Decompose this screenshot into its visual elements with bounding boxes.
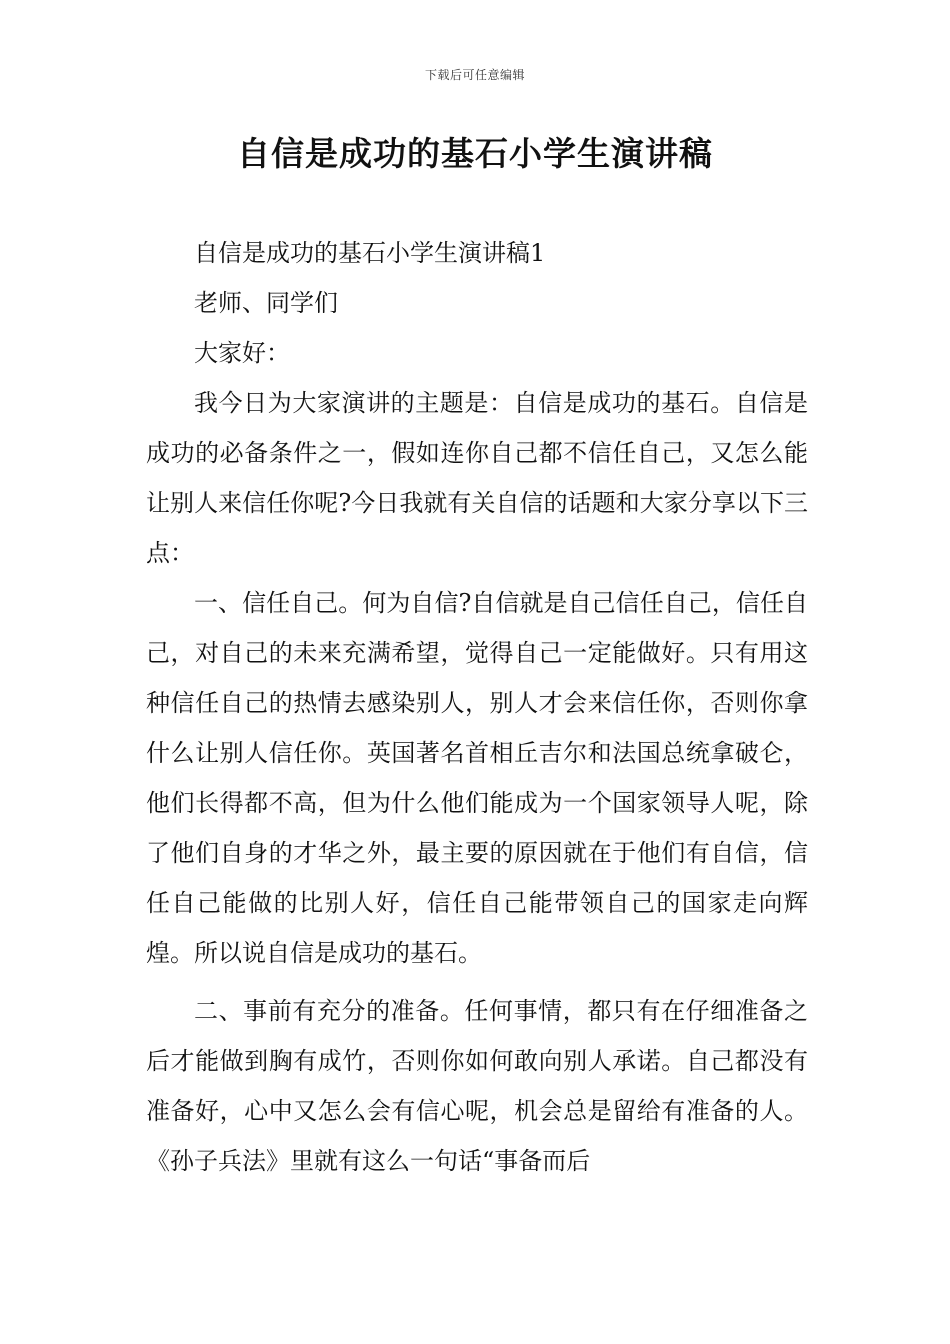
paragraph-point-two: 二、事前有充分的准备。任何事情，都只有在仔细准备之后才能做到胸有成竹，否则你如何敢向别人承诺。自己都没有准备好，心中又怎么会有信心呢，机会总是留给有准备的人。《孙子兵法》里就有这么一句话“事备而后 [146,997,808,1175]
paragraph-point-one: 一、信任自己。何为自信?自信就是自己信任自己，信任自己，对自己的未来充满希望，觉得自己一定能做好。只有用这种信任自己的热情去感染别人，别人才会来信任你，否则你拿什么让别人信任你。英国著名首相丘吉尔和法国总统拿破仑，他们长得都不高，但为什么他们能成为一个国家领导人呢，除了他们自身的才华之外，最主要的原因就在于他们有自信，信任自己能做的比别人好，信任自己能带领自己的国家走向辉煌。所以说自信是成功的基石。 [146,589,808,967]
paragraph-greeting: 大家好： [194,339,290,367]
paragraph-subtitle: 自信是成功的基石小学生演讲稿1 [194,239,546,267]
paragraph-salutation: 老师、同学们 [194,289,338,317]
header-note: 下载后可任意编辑 [424,68,525,82]
paragraph-intro: 我今日为大家演讲的主题是：自信是成功的基石。自信是成功的必备条件之一，假如连你自己都不信任自己，又怎么能让别人来信任你呢?今日我就有关自信的话题和大家分享以下三点： [146,389,808,567]
document-body [146,228,808,1186]
document-title: 自信是成功的基石小学生演讲稿 [237,134,713,173]
